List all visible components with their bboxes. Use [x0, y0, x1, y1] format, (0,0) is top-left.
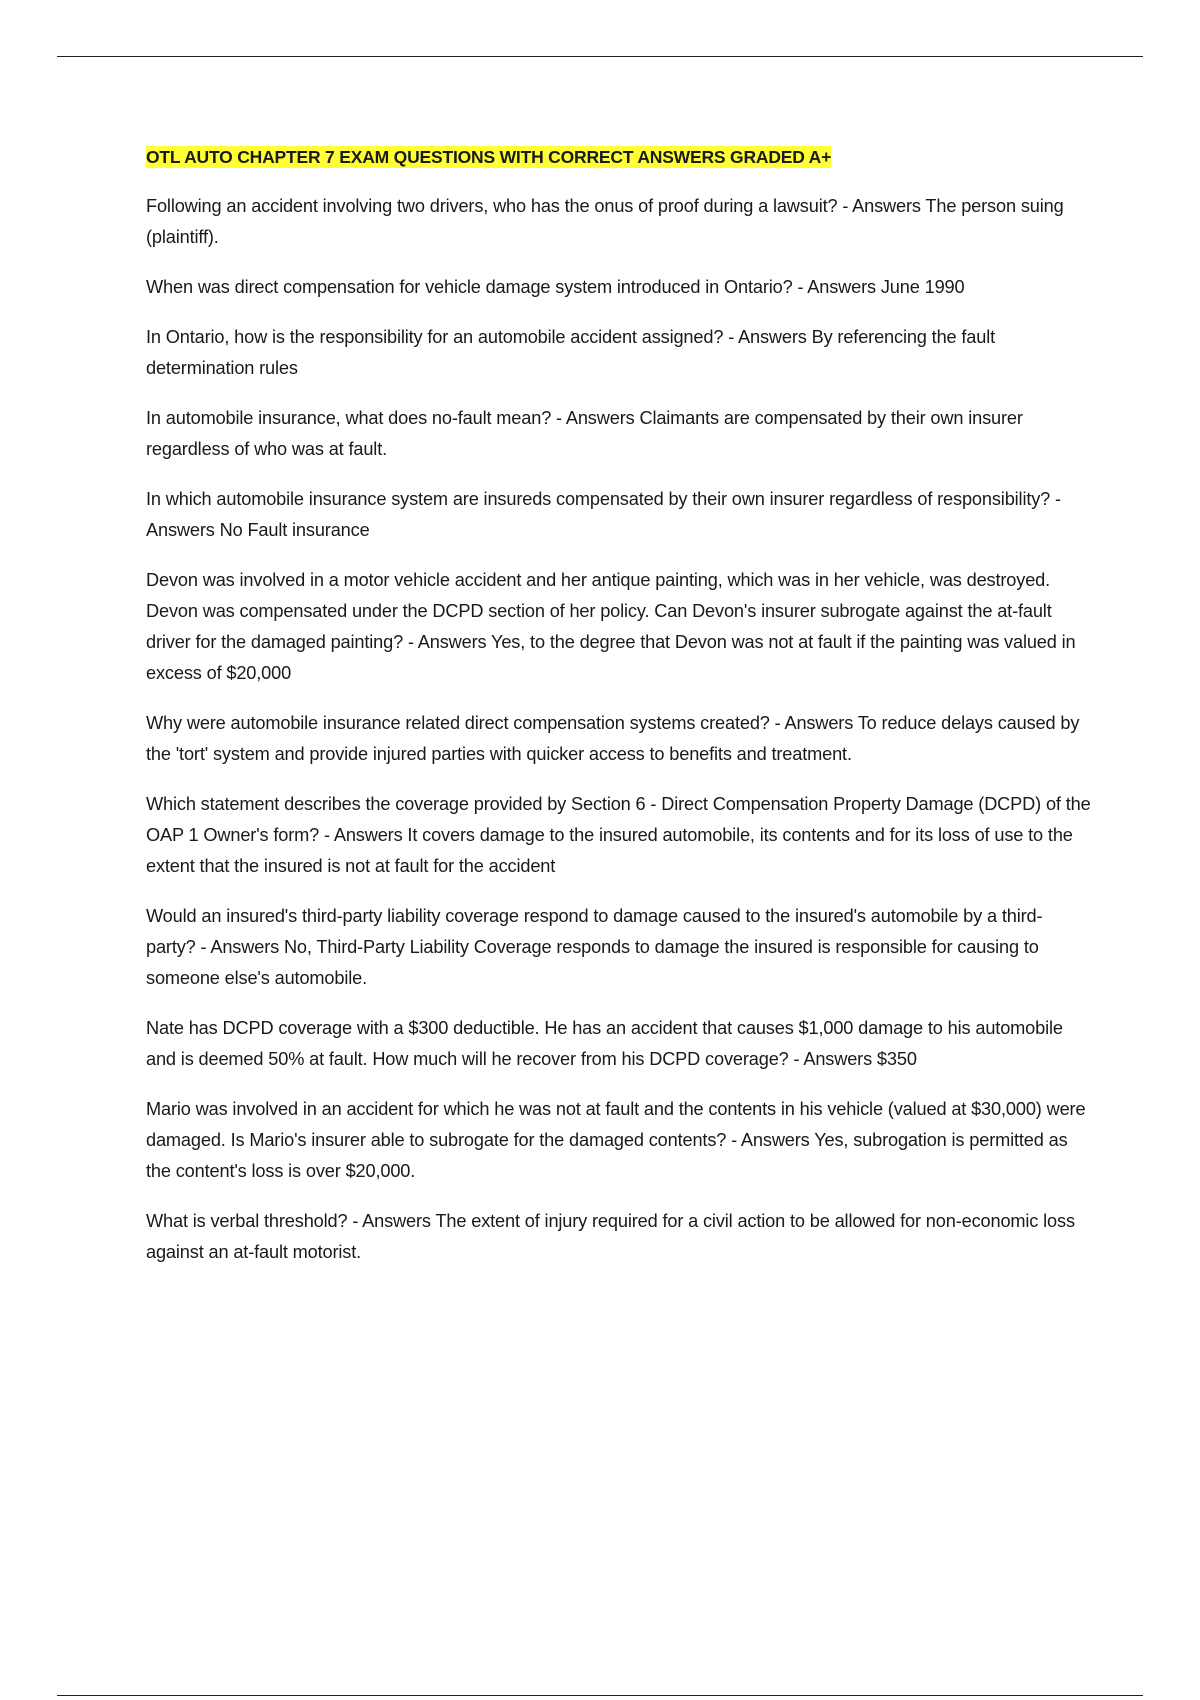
qa-item-10: Nate has DCPD coverage with a $300 deductible. He has an accident that causes $1,000 damage to his automobile and is deemed 50% at fault. How much will he recover from his DCPD coverage? - Answers $350	[146, 1018, 1063, 1069]
document-title: OTL AUTO CHAPTER 7 EXAM QUESTIONS WITH CORRECT ANSWERS GRADED A+	[146, 147, 832, 167]
qa-item-6: Devon was involved in a motor vehicle accident and her antique painting, which was in her vehicle, was destroyed. Devon was compensated under the DCPD section of her policy. Can Devon's insurer subrogate against the at-fault driver for the damaged painting? - Answers Yes, to the degree that Devon was not at fault if the painting was valued in excess of $20,000	[146, 570, 1076, 683]
qa-item-5: In which automobile insurance system are insureds compensated by their own insurer regardless of responsibility? - Answers No Fault insurance	[146, 489, 1061, 540]
document-body	[146, 144, 1091, 1287]
qa-item-4: In automobile insurance, what does no-fault mean? - Answers Claimants are compensated by their own insurer regardless of who was at fault.	[146, 408, 1023, 459]
header-rule	[57, 56, 1143, 57]
footer-rule	[57, 1695, 1143, 1696]
qa-item-7: Why were automobile insurance related direct compensation systems created? - Answers To reduce delays caused by the 'tort' system and provide injured parties with quicker access to benefits and treatment.	[146, 713, 1080, 764]
qa-item-1: Following an accident involving two drivers, who has the onus of proof during a lawsuit? - Answers The person suing (plaintiff).	[146, 196, 1064, 247]
qa-item-9: Would an insured's third-party liability coverage respond to damage caused to the insured's automobile by a third-party? - Answers No, Third-Party Liability Coverage responds to damage the insured is responsible for causing to someone else's automobile.	[146, 906, 1043, 988]
qa-item-3: In Ontario, how is the responsibility for an automobile accident assigned? - Answers By referencing the fault determination rules	[146, 327, 996, 378]
qa-item-11: Mario was involved in an accident for which he was not at fault and the contents in his vehicle (valued at $30,000) were damaged. Is Mario's insurer able to subrogate for the damaged contents? - Answers Yes, subrogation is permitted as the content's loss is over $20,000.	[146, 1099, 1086, 1181]
title-container	[146, 144, 1091, 172]
qa-item-8: Which statement describes the coverage provided by Section 6 - Direct Compensation Property Damage (DCPD) of the OAP 1 Owner's form? - Answers It covers damage to the insured automobile, its contents and for its loss of use to the extent that the insured is not at fault for the accident	[146, 794, 1091, 876]
qa-item-12: What is verbal threshold? - Answers The extent of injury required for a civil action to be allowed for non-economic loss against an at-fault motorist.	[146, 1211, 1075, 1262]
qa-item-2: When was direct compensation for vehicle damage system introduced in Ontario? - Answers June 1990	[146, 277, 965, 297]
